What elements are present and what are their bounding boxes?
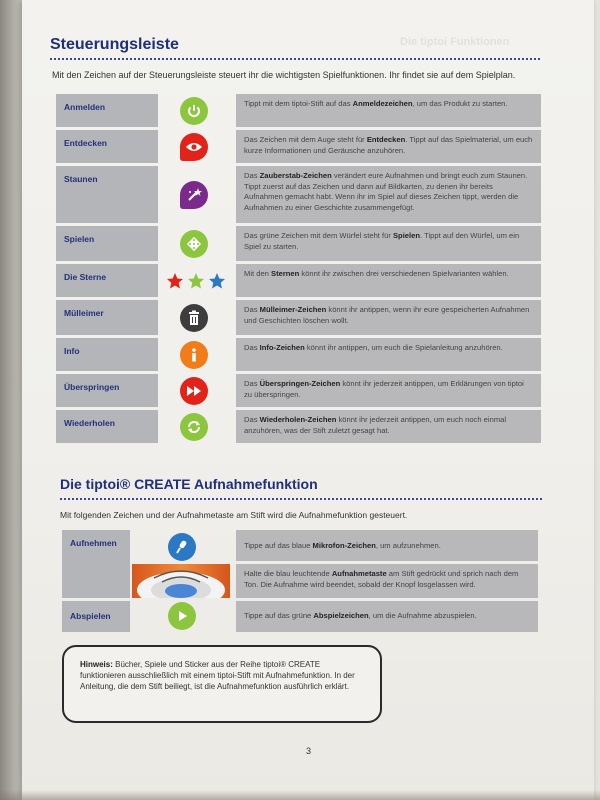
section-intro-2: Mit folgenden Zeichen und der Aufnahmetaste am Stift wird die Aufnahmefunktion gesteuert. [60, 510, 408, 520]
row-label: Info [56, 338, 158, 371]
hint-label: Hinweis: [80, 660, 113, 669]
hint-box [62, 645, 382, 723]
title-underline [50, 58, 540, 60]
fast-forward-icon [180, 377, 208, 405]
ghost-heading: Die tiptoi Funktionen [400, 36, 510, 48]
label-abspielen [62, 601, 130, 632]
eye-icon [180, 133, 208, 161]
power-icon [180, 97, 208, 125]
row-label: Die Sterne [56, 264, 158, 297]
row-description: Das Zauberstab-Zeichen verändert eure Aufnahmen und bringt euch zum Staunen. Tippt zuerst auf das Zeichen und dann auf Bildkarten, zu denen ihr bereits Aufnahmen gemacht habt. Wenn ihr im Spiel auf dieses Zeichen tippt, werden die Aufnahmen zu einer Geschichte zusammengefügt. [236, 166, 541, 223]
info-icon [180, 341, 208, 369]
row-description: Mit den Sternen könnt ihr zwischen drei verschiedenen Spielvarianten wählen. [236, 264, 541, 297]
row-label: Wiederholen [56, 410, 158, 443]
row-description: Das Überspringen-Zeichen könnt ihr jederzeit antippen, um Erklärungen von tiptoi zu überspringen. [236, 374, 541, 407]
label-aufnehmen [62, 530, 130, 598]
row-label: Spielen [56, 226, 158, 261]
magic-wand-icon [180, 181, 208, 209]
row-label: Entdecken [56, 130, 158, 163]
title-underline-2 [60, 498, 542, 500]
desc-abspielen: Tippe auf das grüne Abspielzeichen, um die Aufnahme abzuspielen. [236, 601, 538, 632]
label-aufnehmen-text: Aufnehmen [70, 538, 117, 548]
microphone-icon [168, 533, 196, 561]
dice-icon [180, 230, 208, 258]
row-description: Das Zeichen mit dem Auge steht für Entdecken. Tippt auf das Spielmaterial, um euch kurze Informationen und Geräusche anzuhören. [236, 130, 541, 163]
row-label: Anmelden [56, 94, 158, 127]
row-description: Tippt mit dem tiptoi-Stift auf das Anmeldezeichen, um das Produkt zu starten. [236, 94, 541, 127]
page-number: 3 [306, 746, 312, 756]
page-edge-shadow [0, 790, 600, 800]
row-description: Das grüne Zeichen mit dem Würfel steht für Spielen. Tippt auf den Würfel, um ein Spiel zu starten. [236, 226, 541, 261]
record-button-image [132, 564, 230, 598]
row-description: Das Wiederholen-Zeichen könnt ihr jederzeit antippen, um euch noch einmal anzuhören, was der Stift zuletzt gesagt hat. [236, 410, 541, 443]
row-label: Mülleimer [56, 300, 158, 335]
row-description: Das Mülleimer-Zeichen könnt ihr antippen, wenn ihr eure gespeicherten Aufnahmen und Geschichten löschen wollt. [236, 300, 541, 335]
stars-icon [166, 272, 228, 290]
star-icon [166, 272, 184, 290]
desc-aufnehmen-1: Tippe auf das blaue Mikrofon-Zeichen, um aufzunehmen. [236, 530, 538, 561]
desc-aufnehmen-2: Halte die blau leuchtende Aufnahmetaste am Stift gedrückt und sprich nach dem Ton. Die Aufnahme wird beendet, sobald der Knopf losgelassen wird. [236, 564, 538, 598]
star-icon [187, 272, 205, 290]
row-label: Staunen [56, 166, 158, 223]
hint-text: Bücher, Spiele und Sticker aus der Reihe tiptoi® CREATE funktionieren ausschließlich mit einem tiptoi-Stift mit Aufnahmefunktion. In der Anleitung, die dem Stift beiliegt, ist die Aufnahmefunktion ausführlich erklärt. [80, 660, 355, 691]
trash-icon [180, 304, 208, 332]
play-icon [168, 602, 196, 630]
row-description: Das Info-Zeichen könnt ihr antippen, um euch die Spielanleitung anzuhören. [236, 338, 541, 371]
section-intro: Mit den Zeichen auf der Steuerungsleiste steuert ihr die wichtigsten Spielfunktionen. Ihr findet sie auf dem Spielplan. [52, 70, 516, 80]
row-label: Überspringen [56, 374, 158, 407]
section-title-aufnahme: Die tiptoi® CREATE Aufnahmefunktion [60, 476, 318, 492]
star-icon [208, 272, 226, 290]
repeat-icon [180, 413, 208, 441]
section-title-steuerungsleiste: Steuerungsleiste [50, 36, 179, 53]
label-abspielen-text: Abspielen [70, 611, 111, 621]
